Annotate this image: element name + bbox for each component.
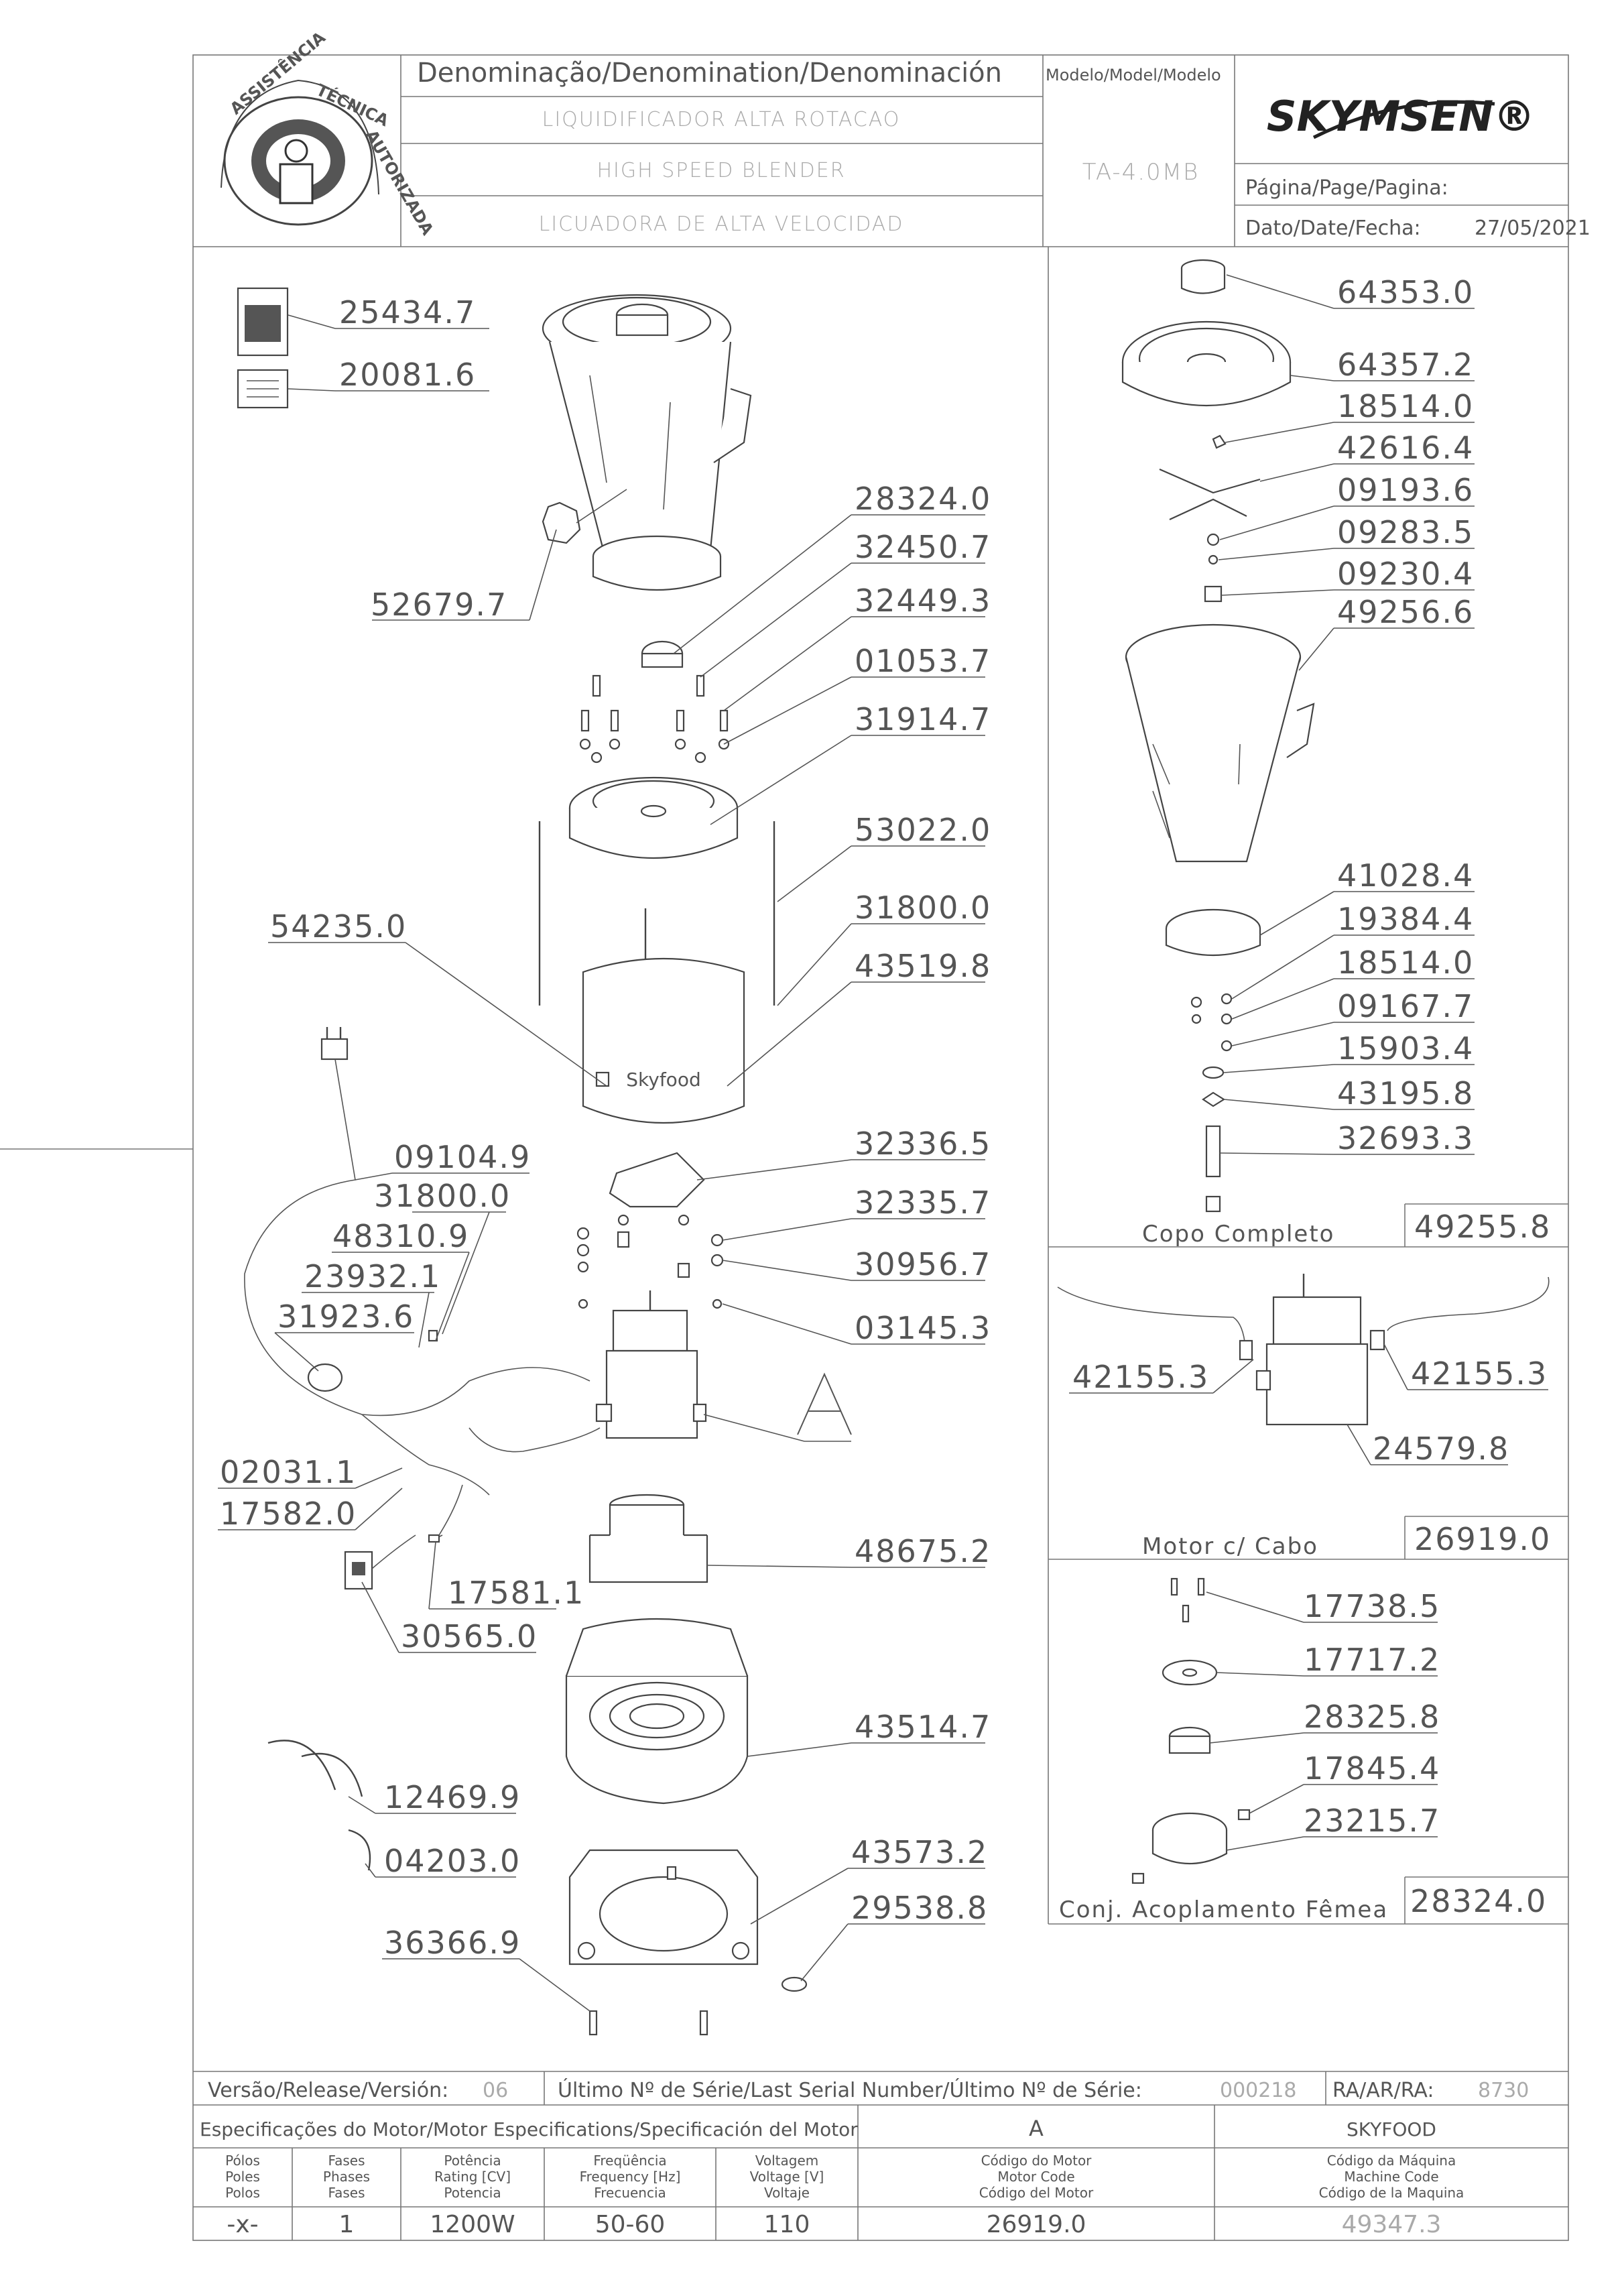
col-header: Rating [CV] [434, 2169, 511, 2185]
motor-code-value: 26919.0 [986, 2211, 1086, 2238]
part-label: 19384.4 [1337, 901, 1475, 937]
part-label: 29538.8 [851, 1890, 989, 1926]
part-label: 43519.8 [855, 948, 992, 984]
part-label: 17738.5 [1304, 1588, 1441, 1624]
part-label: 18514.0 [1337, 945, 1475, 981]
cup-part-labels [1337, 274, 1474, 1156]
part-label: 48675.2 [855, 1533, 992, 1569]
col-header: Código da Máquina [1326, 2153, 1456, 2169]
main-exploded-view [218, 288, 991, 2035]
col-header: Freqüência [593, 2153, 667, 2169]
part-label: 42616.4 [1337, 430, 1475, 466]
blender-jar [1126, 625, 1314, 861]
part-label: 48310.9 [332, 1218, 470, 1254]
col-header: Código de la Maquina [1318, 2185, 1464, 2201]
poles-value: -x- [227, 2211, 259, 2238]
part-label: 28325.8 [1304, 1699, 1441, 1735]
phases-value: 1 [338, 2211, 355, 2238]
part-label: 41028.4 [1337, 857, 1475, 894]
ra-label: RA/AR/RA: [1332, 2079, 1434, 2102]
part-label: 15903.4 [1337, 1030, 1475, 1067]
part-label: 32450.7 [855, 529, 992, 565]
col-header: Pólos [225, 2153, 260, 2169]
part-label: 36366.9 [384, 1925, 521, 1961]
part-label: 42155.3 [1072, 1359, 1210, 1395]
date-value: 27/05/2021 [1475, 217, 1590, 240]
part-label: 02031.1 [220, 1454, 357, 1490]
machine-code-value: 49347.3 [1341, 2211, 1442, 2238]
title-block [221, 27, 1590, 240]
product-name-pt: LIQUIDIFICADOR ALTA ROTACAO [542, 108, 901, 131]
part-label: 49256.6 [1337, 594, 1475, 630]
bottom-plate [570, 1850, 806, 2035]
version-label: Versão/Release/Versión: [208, 2079, 449, 2102]
model-label: Modelo/Model/Modelo [1046, 66, 1221, 84]
footer-brand: SKYFOOD [1347, 2118, 1436, 2140]
part-label: 25434.7 [339, 294, 477, 330]
part-label: 32336.5 [855, 1126, 992, 1162]
octagon-label [543, 503, 580, 543]
motor-assembly-view [1058, 1274, 1551, 1560]
part-label: 03145.3 [855, 1310, 992, 1346]
part-label: 43514.7 [855, 1709, 992, 1745]
part-label: 54235.0 [270, 908, 408, 945]
motor-spec-label: Especificações do Motor/Motor Especifications/Specificación del Motor [200, 2118, 858, 2140]
svg-text:ASSISTÊNCIA: ASSISTÊNCIA [226, 27, 329, 119]
coupling-assembly-view [1059, 1579, 1547, 1923]
svg-text:TÉCNICA: TÉCNICA [313, 80, 392, 131]
skymsen-logo: SKYMSEN® [1266, 92, 1536, 141]
col-header: Código do Motor [981, 2153, 1092, 2169]
part-label: 32693.3 [1337, 1120, 1475, 1156]
part-label: 64353.0 [1337, 274, 1475, 310]
part-label: 01053.7 [855, 643, 992, 679]
part-label: 20081.6 [339, 357, 477, 393]
cup-base [570, 778, 737, 858]
part-label: 09230.4 [1337, 556, 1475, 592]
part-label: 09193.6 [1337, 472, 1475, 508]
part-label: 18514.0 [1337, 388, 1475, 424]
cup-assembly-view [1123, 260, 1551, 1248]
col-header: Frecuencia [594, 2185, 666, 2201]
frequency-value: 50-60 [595, 2211, 666, 2238]
voltage-value: 110 [763, 2211, 810, 2238]
part-label: 17717.2 [1304, 1642, 1441, 1678]
part-label: 24579.8 [1373, 1431, 1510, 1467]
col-header: Motor Code [997, 2169, 1075, 2185]
part-label: 17581.1 [448, 1575, 585, 1611]
col-header: Phases [322, 2169, 371, 2185]
motor-spec-ref-a [798, 1374, 851, 1435]
col-header: Potencia [444, 2185, 501, 2201]
authorized-service-seal [221, 27, 437, 239]
base-screws [580, 676, 729, 762]
part-label: 32449.3 [855, 583, 992, 619]
col-header: Poles [225, 2169, 260, 2185]
motor-assembly-code: 26919.0 [1414, 1521, 1552, 1557]
seal-ring [590, 1495, 707, 1582]
svg-text:AUTORIZADA: AUTORIZADA [361, 127, 438, 239]
date-label: Dato/Date/Fecha: [1245, 217, 1421, 240]
cup-assembly-title: Copo Completo [1142, 1221, 1335, 1248]
part-label: 28324.0 [855, 481, 992, 517]
part-label: 64357.2 [1337, 347, 1475, 383]
part-label: 09283.5 [1337, 514, 1475, 550]
spring-clips [268, 1740, 362, 1797]
lower-body [566, 1619, 747, 1803]
part-label: 23215.7 [1304, 1803, 1441, 1839]
part-label: 31800.0 [855, 890, 992, 926]
part-label: 52679.7 [371, 587, 508, 623]
motor-gasket [610, 1153, 704, 1207]
denomination-label: Denominação/Denomination/Denominación [417, 58, 1003, 88]
part-label: 31914.7 [855, 701, 992, 737]
part-label: 23932.1 [304, 1258, 442, 1294]
ra-value: 8730 [1478, 2079, 1530, 2102]
motor-assembly-title: Motor c/ Cabo [1142, 1533, 1318, 1560]
part-label: 09104.9 [394, 1139, 532, 1175]
col-header: Voltaje [764, 2185, 810, 2201]
col-header: Potência [444, 2153, 501, 2169]
col-header: Fases [328, 2153, 365, 2169]
coupling-assembly-title: Conj. Acoplamento Fêmea [1059, 1896, 1389, 1923]
motor-spec-code: A [1029, 2116, 1044, 2141]
part-label: 32335.7 [855, 1185, 992, 1221]
footer-table [200, 2077, 1529, 2238]
serial-value: 000218 [1220, 2079, 1297, 2102]
part-label: 43195.8 [1337, 1075, 1475, 1111]
cup-assembly-code: 49255.8 [1414, 1209, 1552, 1245]
coupling-assembly-code: 28324.0 [1410, 1883, 1548, 1919]
skyfood-logo: Skyfood [626, 1069, 701, 1091]
col-header: Polos [225, 2185, 260, 2201]
motor [597, 1290, 706, 1438]
part-label: 53022.0 [855, 812, 992, 848]
page-label: Página/Page/Pagina: [1245, 176, 1448, 200]
part-label: 17582.0 [220, 1496, 357, 1532]
col-header: Frequency [Hz] [579, 2169, 681, 2185]
product-name-es: LICUADORA DE ALTA VELOCIDAD [538, 213, 904, 236]
part-label: 12469.9 [384, 1779, 521, 1815]
part-label: 30956.7 [855, 1246, 992, 1282]
part-label: 31800.0 [374, 1178, 511, 1214]
model-number: TA-4.0MB [1082, 159, 1200, 186]
part-label: 30565.0 [401, 1618, 538, 1654]
motor-housing [583, 959, 744, 1123]
col-header: Machine Code [1344, 2169, 1439, 2185]
col-header: Voltagem [755, 2153, 819, 2169]
part-label: 04203.0 [384, 1843, 521, 1879]
version-value: 06 [483, 2079, 509, 2102]
serial-label: Último Nº de Série/Last Serial Number/Último Nº de Série: [558, 2079, 1142, 2102]
part-label: 43573.2 [851, 1834, 989, 1870]
part-label: 31923.6 [277, 1298, 415, 1335]
col-header: Voltage [V] [749, 2169, 824, 2185]
blender-cup [543, 295, 751, 590]
col-header: Código del Motor [979, 2185, 1094, 2201]
part-label: 42155.3 [1411, 1355, 1548, 1392]
product-name-en: HIGH SPEED BLENDER [597, 159, 846, 182]
power-value: 1200W [430, 2211, 515, 2238]
part-label: 09167.7 [1337, 988, 1475, 1024]
part-label: 17845.4 [1304, 1750, 1441, 1787]
col-header: Fases [328, 2185, 365, 2201]
